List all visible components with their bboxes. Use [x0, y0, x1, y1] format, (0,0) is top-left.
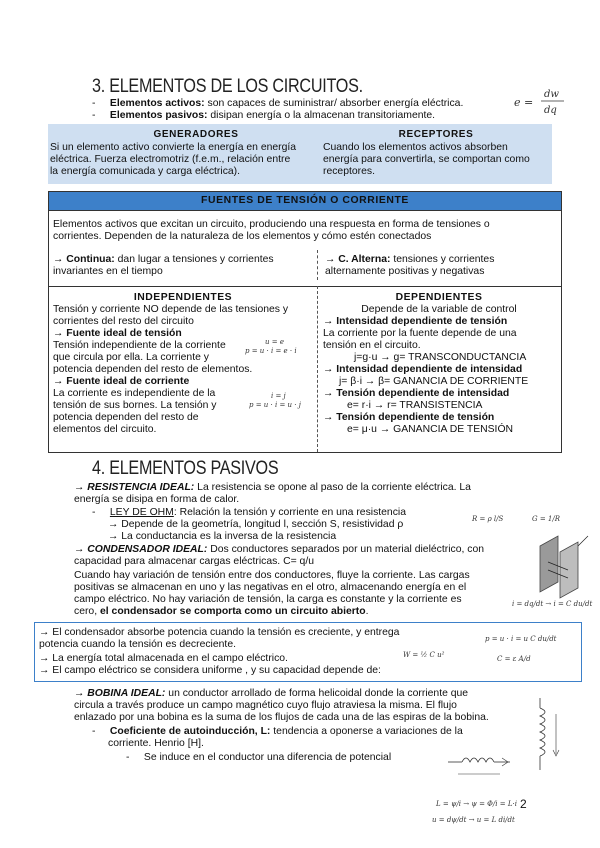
- autoinduccion-line: - Coeficiente de autoinducción, L: tendencia a oponerse a variaciones de la: [92, 726, 463, 737]
- section4-title: 4. ELEMENTOS PASIVOS: [92, 458, 279, 479]
- svg-text:e =: e =: [514, 96, 534, 109]
- resistencia-line: → RESISTENCIA IDEAL: La resistencia se opone al paso de la corriente eléctrica. La: [74, 482, 471, 493]
- bobina-text: circula a través produce un campo magnético cuyo flujo atraviesa la misma. El flujo: [74, 700, 457, 711]
- formula-e: [512, 86, 582, 121]
- indep-line: corrientes del resto del circuito: [53, 316, 194, 327]
- condensador-text: positivas se almacenan en uno y las negativas en el otro, almacenando energía en el: [74, 582, 467, 593]
- bobina-text: enlazado por una bobina es la suma de los flujos de cada una de las espiras de la bobina.: [74, 712, 489, 723]
- dep-item-formula: j= β·i → β= GANANCIA DE CORRIENTE: [339, 376, 529, 387]
- fuentes-separator: [49, 286, 561, 287]
- formula-p-capacitor: p = u · i = u C du/dt: [485, 635, 557, 643]
- condensador-text: capacidad para almacenar cargas eléctricas. C= q/u: [74, 556, 314, 567]
- fuentes-intro: corrientes. Dependen de la naturaleza de los elementos y cómo estén conectados: [53, 231, 432, 242]
- inductor-diagram: [446, 744, 522, 780]
- capacitor-plate: [540, 536, 558, 592]
- receptores-line: Cuando los elementos activos absorben: [323, 142, 508, 153]
- dep-item-line: tensión en el circuito.: [323, 340, 421, 351]
- generadores-line: Si un elemento activo convierte la energía en energía: [50, 142, 297, 153]
- dep-item-line: La corriente por la fuente depende de una: [323, 328, 517, 339]
- ohm-line: - LEY DE OHM: Relación la tensión y corriente en una resistencia: [92, 507, 406, 518]
- generadores-box: [48, 124, 344, 184]
- condensador-text: Cuando hay variación de tensión entre dos conductores, fluye la corriente. Las cargas: [74, 570, 470, 581]
- alterna-line: → C. Alterna: tensiones y corrientes: [325, 254, 495, 265]
- fuentes-intro: Elementos activos que excitan un circuito, produciendo una respuesta en forma de tensiones o: [53, 219, 490, 230]
- formula-i-j: i = j: [271, 392, 286, 400]
- condensador-line: → CONDENSADOR IDEAL: Dos conductores separados por un material dieléctrico, con: [74, 544, 485, 555]
- section3-title: 3. ELEMENTOS DE LOS CIRCUITOS.: [92, 76, 363, 97]
- formula-u-e: u = e: [265, 338, 284, 346]
- dep-title: DEPENDIENTES: [395, 292, 483, 303]
- generadores-title: GENERADORES: [153, 129, 239, 140]
- receptores-line: receptores.: [323, 166, 375, 177]
- capacitor-plate: [560, 542, 578, 598]
- formula-L2: u = dψ/dt → u = L di/dt: [432, 816, 515, 824]
- bullet-passive: - Elementos pasivos: disipan energía o la almacenan transitoriamente.: [92, 110, 436, 121]
- svg-text:dq: dq: [544, 105, 557, 116]
- condensador-box-line: → El campo eléctrico se considera uniforme , y su capacidad depende de:: [39, 665, 381, 676]
- alterna-line2: alternamente positivas y negativas: [325, 266, 485, 277]
- dep-item-head: → Tensión dependiente de intensidad: [323, 388, 510, 399]
- ideal-corriente-line: potencia dependen del resto de: [53, 412, 199, 423]
- ohm-sub1: → Depende de la geometría, longitud l, sección S, resistividad ρ: [108, 519, 404, 530]
- receptores-line: energía para convertirla, se comportan como: [323, 154, 530, 165]
- formula-e-graphic: [512, 86, 582, 118]
- formula-C: C = ε A/d: [497, 655, 531, 663]
- capacitor-diagram: [528, 532, 592, 600]
- dep-item-formula: j=g·u → g= TRANSCONDUCTANCIA: [354, 352, 527, 363]
- coil-diagram: [522, 694, 588, 776]
- condensador-text: campo eléctrico. No hay variación de tensión, la carga es constante y la corriente es: [74, 594, 462, 605]
- formula-G: G = 1/R: [532, 515, 560, 523]
- fuentes-header: [49, 192, 561, 211]
- indep-line: Tensión y corriente NO depende de las tensiones y: [53, 304, 289, 315]
- ideal-corriente-line: tensión de sus bornes. La tensión y: [53, 400, 217, 411]
- ideal-tension-line: Tensión independiente de la corriente: [53, 340, 226, 351]
- dep-item-formula: e= μ·u → GANANCIA DE TENSIÓN: [347, 424, 514, 435]
- formula-i-C: i = dq/dt → i = C du/dt: [512, 600, 593, 608]
- ideal-corriente-line: elementos del circuito.: [53, 424, 157, 435]
- continua-alterna-divider: [317, 250, 318, 280]
- autoinduccion-line2: corriente. Henrio [H].: [108, 738, 204, 749]
- bobina-line: → BOBINA IDEAL: un conductor arrollado de forma helicoidal donde la corriente que: [74, 688, 469, 699]
- page-number: 2: [520, 797, 527, 811]
- formula-W: W = ½ C u²: [403, 651, 445, 659]
- receptores-title: RECEPTORES: [398, 129, 474, 140]
- condensador-box-line: → La energía total almacenada en el campo eléctrico.: [39, 653, 288, 664]
- receptores-box: [320, 124, 552, 184]
- condensador-box-line: potencia cuando la tensión es decreciente.: [39, 639, 236, 650]
- fuentes-box: [48, 191, 562, 453]
- generadores-line: la energía comunicada y carga eléctrica).: [50, 166, 241, 177]
- ideal-tension-line: que circula por ella. La corriente y: [53, 352, 209, 363]
- resistencia-line2: energía se disipa en forma de calor.: [74, 494, 240, 505]
- dep-item-formula: e= r·i → r= TRANSISTENCIA: [347, 400, 483, 411]
- continua-line2: invariantes en el tiempo: [53, 266, 163, 277]
- ideal-tension-head: → Fuente ideal de tensión: [53, 328, 182, 339]
- fuentes-title: FUENTES DE TENSIÓN O CORRIENTE: [201, 195, 409, 206]
- formula-L1: L = ψ/i → ψ = Φ/i = L·i: [436, 800, 517, 808]
- condensador-text-last: cero, el condensador se comporta como un circuito abierto.: [74, 606, 369, 617]
- continua-line: → Continua: dan lugar a tensiones y corrientes: [53, 254, 274, 265]
- ideal-corriente-head: → Fuente ideal de corriente: [53, 376, 190, 387]
- formula-p-uj: p = u · i = u · j: [249, 401, 301, 409]
- ideal-corriente-line: La corriente es independiente de la: [53, 388, 216, 399]
- svg-text:dw: dw: [544, 89, 559, 100]
- generadores-line: eléctrica. Fuerza electromotriz (f.e.m., relación entre: [50, 154, 291, 165]
- formula-p-ei: p = u · i = e · i: [245, 347, 297, 355]
- condensador-box-line: → El condensador absorbe potencia cuando la tensión es creciente, y entrega: [39, 627, 400, 638]
- induce-line: - Se induce en el conductor una diferencia de potencial: [126, 752, 392, 763]
- formula-R: R = ρ l/S: [472, 515, 504, 523]
- dep-item-head: → Intensidad dependiente de intensidad: [323, 364, 523, 375]
- dep-subtitle: Depende de la variable de control: [361, 304, 517, 315]
- ideal-tension-line: potencia dependen del resto de elementos.: [53, 364, 253, 375]
- ohm-sub2: → La conductancia es la inversa de la resistencia: [108, 531, 337, 542]
- bullet-active: - Elementos activos: son capaces de suministrar/ absorber energía eléctrica.: [92, 98, 464, 109]
- dep-item-head: → Tensión dependiente de tensión: [323, 412, 495, 423]
- indep-title: INDEPENDIENTES: [133, 292, 233, 303]
- condensador-box: [34, 622, 582, 682]
- dep-item-head: → Intensidad dependiente de tensión: [323, 316, 508, 327]
